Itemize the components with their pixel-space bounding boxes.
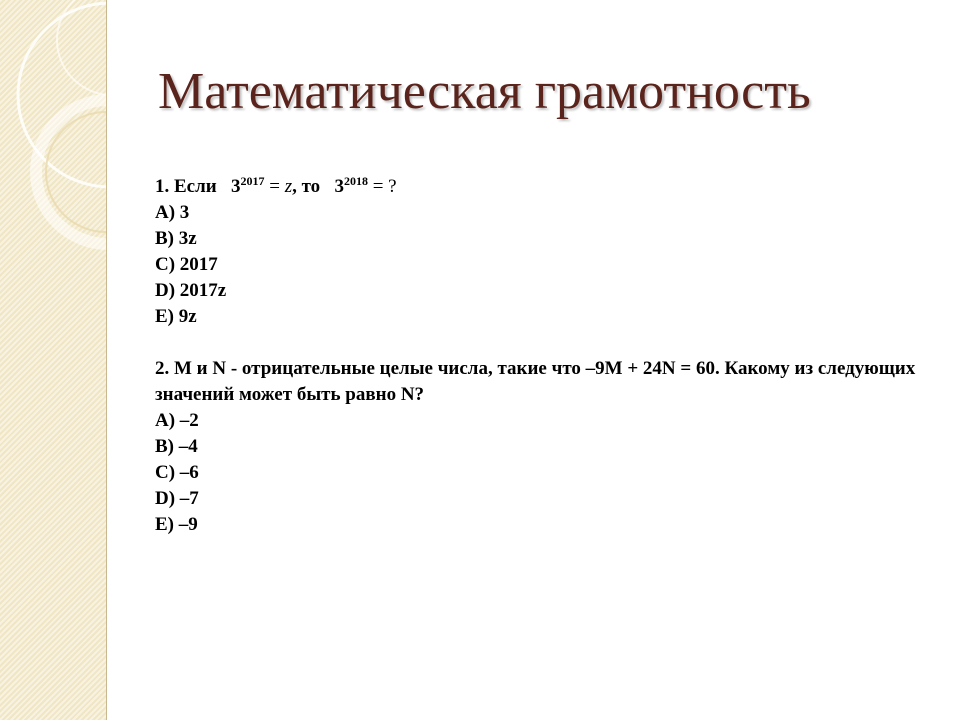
formula-equals: = xyxy=(269,176,280,197)
problem-1-connector: , то xyxy=(292,176,321,197)
answer-option: E) –9 xyxy=(155,514,198,535)
problem-1-prefix: 1. Если xyxy=(155,176,217,197)
answer-option: C) –6 xyxy=(155,462,199,483)
answer-option: A) –2 xyxy=(155,410,199,431)
slide-title: Математическая грамотность xyxy=(158,63,811,120)
formula-3-pow-2017 xyxy=(231,176,292,197)
formula-variable: z xyxy=(284,176,293,197)
formula-equals: = xyxy=(372,176,384,197)
problem-2-question: 2. M и N - отрицательные целые числа, такие что –9M + 24N = 60. Какому из следующих значений может быть равно N? xyxy=(155,358,916,405)
answer-option: B) 3z xyxy=(155,228,197,249)
formula-exponent: 2017 xyxy=(240,174,265,188)
decorative-side-band xyxy=(0,0,107,720)
slide-content xyxy=(155,174,925,538)
answer-option: D) 2017z xyxy=(155,280,227,301)
spacer xyxy=(155,330,925,356)
answer-option: A) 3 xyxy=(155,202,190,223)
answer-option: E) 9z xyxy=(155,306,197,327)
answer-option: C) 2017 xyxy=(155,254,218,275)
problem-1-question xyxy=(155,174,925,200)
decorative-circles xyxy=(0,0,106,720)
formula-exponent: 2018 xyxy=(343,174,368,188)
formula-3-pow-2018 xyxy=(334,176,396,197)
answer-option: D) –7 xyxy=(155,488,199,509)
answer-option: B) –4 xyxy=(155,436,198,457)
formula-base: 3 xyxy=(334,176,344,197)
formula-base: 3 xyxy=(230,176,241,197)
formula-question-mark: ? xyxy=(388,176,397,197)
